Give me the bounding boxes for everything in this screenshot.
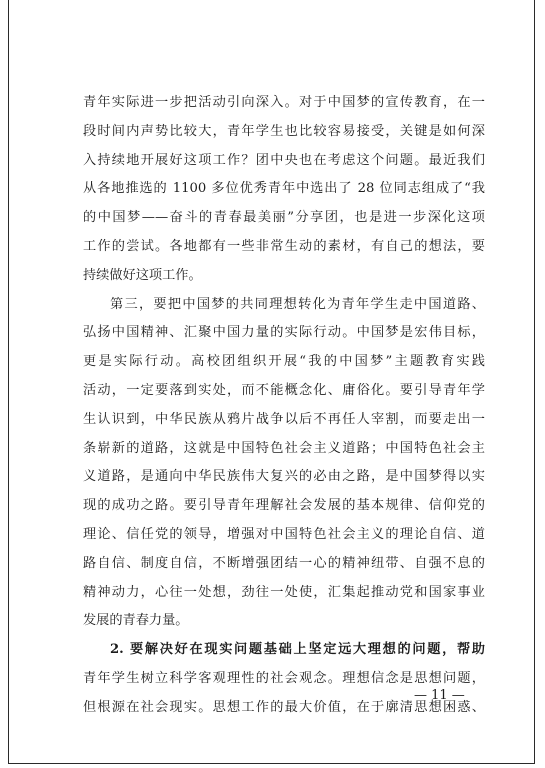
text-line: 工作的尝试。各地都有一些非常生动的素材，有自己的想法，要 [83,238,485,254]
text-line: 段时间内声势比较大，青年学生也比较容易接受，关键是如何深 [83,123,485,139]
text-line: 义道路，是通向中华民族伟大复兴的必由之路，是中国梦得以实 [83,469,485,485]
text-line: 从各地推选的 1100 多位优秀青年中选出了 28 位同志组成了“我 [83,181,485,197]
text-line: 现的成功之路。要引导青年理解社会发展的基本规律、信仰党的 [83,498,485,514]
text-line: 弘扬中国精神、汇聚中国力量的实际行动。中国梦是宏伟目标， [83,325,485,341]
text-line: 发展的青春力量。 [83,613,189,629]
text-line: 更是实际行动。高校团组织开展“我的中国梦”主题教育实践 [83,354,485,370]
text-line: 但根源在社会现实。思想工作的最大价值，在于廓清思想困惑、 [83,699,485,715]
section-heading-line: 2. 要解决好在现实问题基础上坚定远大理想的问题，帮助 [110,642,485,658]
page-number: — 11 — [414,688,465,703]
text-line: 的中国梦——奋斗的青春最美丽”分享团，也是进一步深化这项 [83,210,485,226]
text-line: 青年实际进一步把活动引向深入。对于中国梦的宣传教育，在一 [83,95,485,110]
text-line: 条崭新的道路，这就是中国特色社会主义道路；中国特色社会主 [83,440,485,456]
page-frame [8,0,535,764]
text-line: 第三，要把中国梦的共同理想转化为青年学生走中国道路、 [110,296,485,312]
text-line: 持续做好这项工作。 [83,267,202,283]
text-line: 路自信、制度自信，不断增强团结一心的精神纽带、自强不息的 [83,555,485,571]
text-line: 理论、信任党的领导，增强对中国特色社会主义的理论自信、道 [83,526,485,542]
body-text [83,89,485,723]
text-line: 入持续地开展好这项工作？团中央也在考虑这个问题。最近我们 [83,152,485,168]
text-line: 青年学生树立科学客观理性的社会观念。理想信念是思想问题， [83,670,485,686]
text-line: 精神动力，心往一处想，劲往一处使，汇集起推动党和国家事业 [83,584,485,600]
text-line: 活动，一定要落到实处，而不能概念化、庸俗化。要引导青年学 [83,382,485,398]
text-line: 生认识到，中华民族从鸦片战争以后不再任人宰割，而要走出一 [83,411,485,427]
